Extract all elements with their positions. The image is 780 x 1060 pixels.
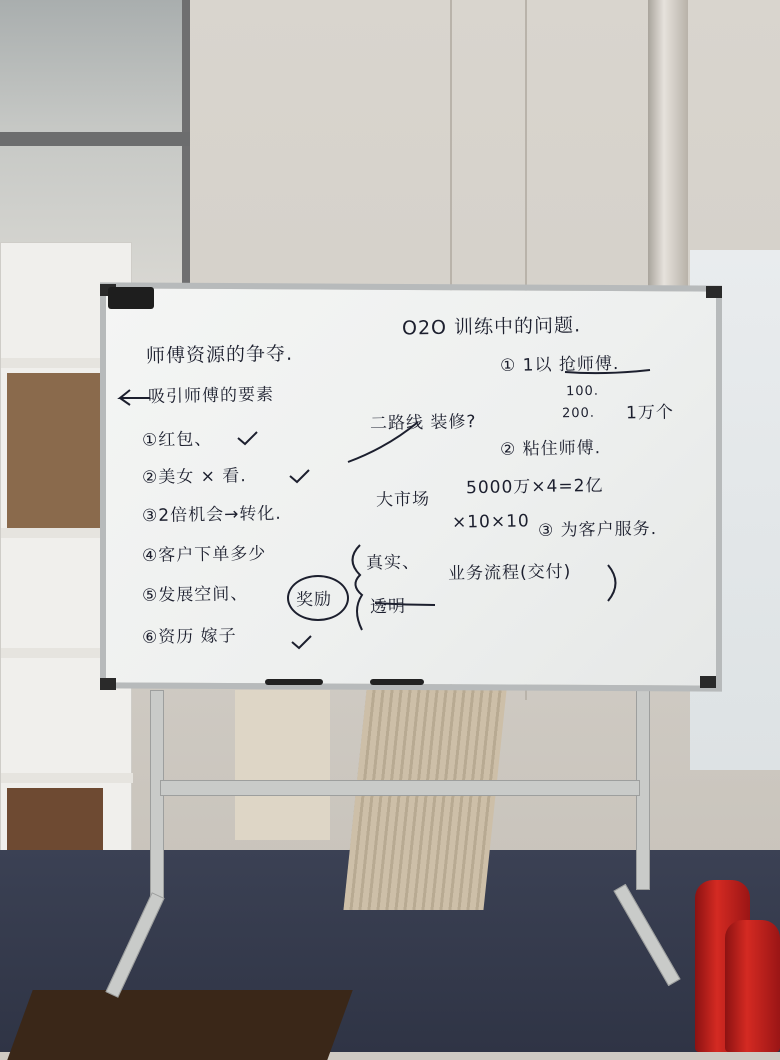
amount-note: 1万个: [625, 402, 675, 424]
item-number: ②: [141, 467, 159, 488]
list-item: [142, 461, 247, 488]
window-frame-bar: [0, 132, 190, 146]
item-number: ④: [141, 545, 159, 567]
point-two: ② 粘住师傅.: [499, 438, 602, 460]
fire-extinguisher: [725, 920, 780, 1052]
market-calc: 5000万×4=2亿: [465, 475, 604, 499]
item-text: 美女 × 看.: [158, 466, 247, 488]
market-label: 大市场: [375, 489, 431, 511]
real-label: 真实、: [365, 552, 421, 574]
board-eraser: [108, 287, 154, 309]
side-note: 二路线 装修?: [369, 412, 477, 434]
item-number: ③: [141, 505, 159, 527]
transparent-label: 透明: [369, 596, 407, 618]
metal-pillar: [648, 0, 688, 290]
right-title: O2O 训练中的问题.: [401, 314, 582, 340]
item-number: ①: [141, 430, 159, 451]
market-calc-2: ×10×10: [451, 511, 530, 533]
list-item: [142, 499, 282, 526]
item-text: 资历 嫁子: [158, 626, 237, 648]
item-text: 红包、: [158, 429, 213, 451]
number-100: 100.: [565, 383, 600, 400]
left-title: 师傅资源的争夺.: [145, 342, 294, 368]
point-one: ① 1以 抢师傅.: [499, 353, 620, 377]
board-corner: [100, 678, 116, 690]
point-three: ③ 为客户服务.: [537, 518, 658, 542]
table-edge: [7, 990, 352, 1060]
shelf-wood-panel: [7, 373, 103, 528]
item-number: ⑤: [141, 585, 159, 606]
list-item: [142, 424, 213, 450]
left-subtitle: 吸引师傅的要素: [147, 384, 275, 408]
flow-label: 业务流程(交付): [447, 561, 572, 585]
item-number: ⑥: [141, 627, 159, 648]
leaning-panel: [235, 690, 330, 840]
stacked-boards: [343, 690, 506, 910]
circled-word: 奖励: [295, 589, 333, 611]
board-corner: [700, 676, 716, 688]
list-item: [142, 579, 249, 606]
item-text: 客户下单多少: [158, 543, 267, 566]
shelf-board: [1, 773, 133, 783]
board-corner: [706, 286, 722, 298]
item-text: 2倍机会→转化.: [158, 503, 282, 526]
list-item: [142, 539, 267, 566]
list-item: [142, 621, 237, 648]
stand-crossbar: [160, 780, 640, 796]
marker-pen: [370, 679, 424, 685]
item-text: 发展空间、: [158, 584, 249, 606]
marker-pen: [265, 679, 323, 685]
number-200: 200.: [561, 405, 596, 422]
